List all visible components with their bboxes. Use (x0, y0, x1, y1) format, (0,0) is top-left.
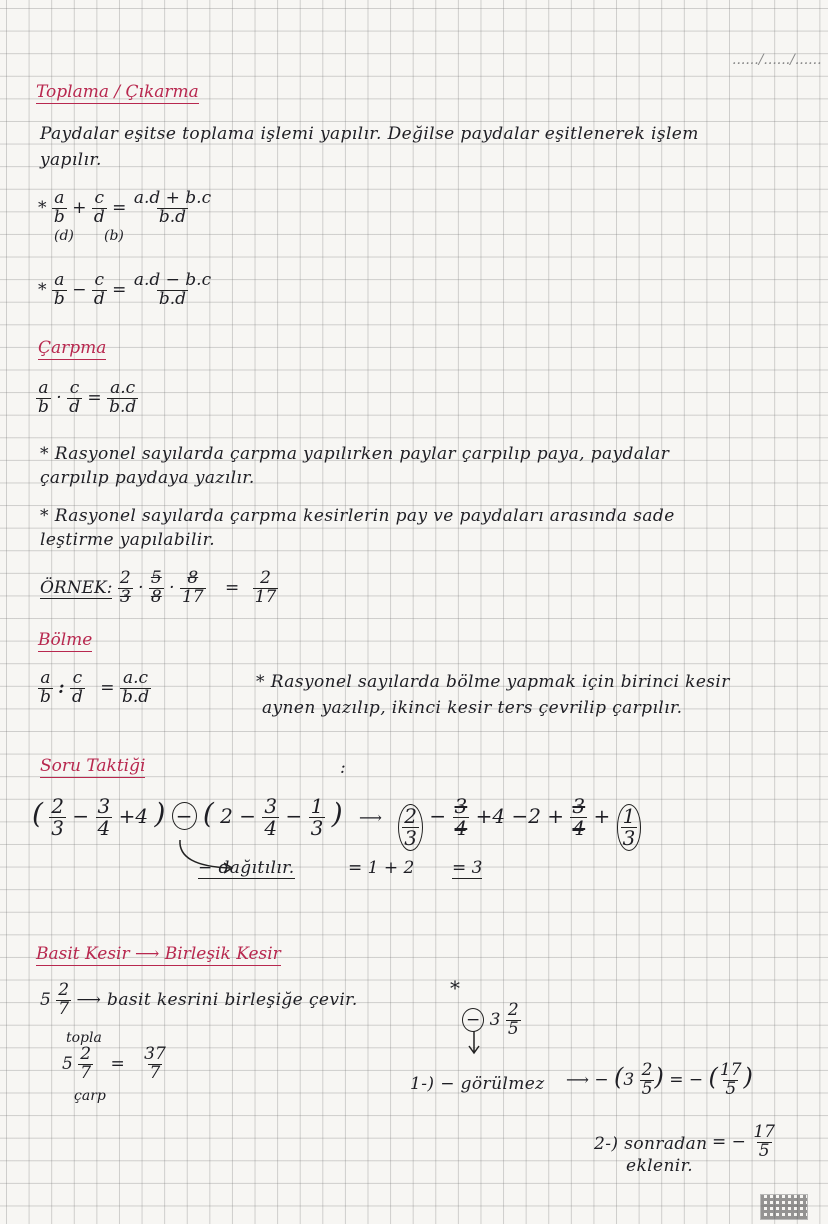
trick-colon: : (340, 758, 347, 778)
subtraction-formula (38, 272, 213, 309)
numerator: c (72, 668, 83, 688)
step2-line2: eklenir. (626, 1156, 694, 1176)
fraction-result (132, 272, 213, 309)
fraction-a-b (52, 272, 67, 309)
paren: ) (331, 797, 343, 830)
equals: = − (669, 1069, 704, 1090)
denominator: 3 (51, 816, 65, 840)
numerator: 2 (51, 794, 65, 818)
numerator: 3 (264, 794, 278, 818)
topla-label: topla (66, 1030, 102, 1046)
denominator: d (69, 396, 80, 417)
numerator: a (38, 378, 49, 398)
heading-trick: Soru Taktiği (40, 756, 146, 776)
numerator: 17 (753, 1122, 775, 1142)
heading-mixed: Basit Kesir ⟶ Birleşik Kesir (36, 944, 281, 964)
mixed-calc (62, 1046, 168, 1083)
fraction-result (120, 670, 151, 707)
whole-part: 3 (623, 1069, 635, 1090)
addition-intro-line2: yapılır. (40, 150, 102, 170)
denominator: d (93, 288, 105, 309)
denominator: b (53, 206, 65, 227)
heading-addition: Toplama / Çıkarma (36, 82, 199, 102)
denominator: 5 (758, 1140, 770, 1161)
denominator: 4 (454, 816, 468, 840)
numerator: a.d − b.c (133, 270, 212, 290)
step1-label: 1-) − görülmez (410, 1074, 545, 1094)
denominator: b.d (109, 396, 137, 417)
trick-sum: = 1 + 2 (348, 858, 415, 878)
step2-line1: 2-) sonradan (594, 1134, 708, 1154)
arrow-icon: ⟶ (566, 1069, 589, 1089)
denominator: 5 (507, 1018, 519, 1039)
numerator: 5 (150, 568, 162, 588)
trick-result-value: = 3 (452, 858, 483, 878)
heading-multiplication: Çarpma (38, 338, 107, 358)
numerator: 17 (719, 1060, 742, 1080)
operator: + (547, 804, 565, 828)
equals: = (87, 387, 102, 408)
step1-expression: ⟶ − (3 $\frac{2}{5}$ ) = − ( $\frac{17}{5}$ ) (566, 1060, 753, 1099)
mixed-intro (40, 982, 358, 1019)
operator: · (169, 577, 175, 598)
denominator: b (38, 396, 49, 417)
numerator: a.c (122, 668, 149, 688)
multiplication-example (40, 570, 278, 607)
denominator: d (71, 686, 83, 707)
bullet: * (38, 279, 47, 300)
denominator: 4 (572, 816, 586, 840)
fraction (621, 806, 638, 849)
denominator: 3 (404, 826, 418, 850)
fraction (309, 796, 326, 839)
example-result (253, 570, 279, 607)
division-note-line1: * Rasyonel sayılarda bölme yapmak için birinci kesir (256, 672, 730, 692)
denominator: 3 (310, 816, 324, 840)
multiplication-note2-line1: * Rasyonel sayılarda çarpma kesirlerin pay ve paydaları arasında sade (40, 506, 675, 526)
trick-result (452, 858, 482, 878)
carp-label: çarp (74, 1088, 106, 1104)
fraction-c-d (70, 670, 85, 707)
example-fraction-2 (149, 570, 164, 607)
numerator: a (54, 188, 65, 208)
equals: = (225, 577, 240, 598)
denominator: b (40, 686, 51, 707)
star-marker: * (450, 976, 460, 1000)
denominator: 7 (80, 1062, 92, 1083)
step2-result (712, 1124, 777, 1161)
mixed-intro-text: ⟶ basit kesrini birleşiğe çevir. (76, 989, 358, 1010)
result-fraction (718, 1062, 744, 1099)
denominator: b.d (158, 288, 187, 309)
denominator: 7 (58, 998, 70, 1019)
numerator: 37 (144, 1044, 166, 1064)
fraction (640, 1062, 655, 1099)
fraction-result (107, 380, 138, 417)
operator: − (239, 804, 257, 828)
fraction-a-b (38, 670, 53, 707)
distribute-note (198, 858, 295, 878)
trick-expression (32, 796, 641, 851)
numerator: c (69, 378, 80, 398)
qr-watermark-icon (760, 1194, 808, 1220)
result-fraction (142, 1046, 168, 1083)
denominator: 4 (264, 816, 278, 840)
fraction (56, 982, 71, 1019)
equals: = (110, 1053, 125, 1074)
fraction (262, 796, 279, 839)
term: +4 (118, 804, 149, 828)
numerator: 2 (80, 1044, 92, 1064)
denominator: 5 (641, 1078, 653, 1099)
multiplication-note2-line2: leştirme yapılabilir. (40, 530, 216, 550)
operator: + (72, 197, 87, 218)
numerator: 1 (622, 804, 636, 828)
denominator: 8 (150, 586, 162, 607)
numerator: 3 (572, 794, 586, 818)
addition-formula (38, 190, 213, 227)
numerator: 2 (260, 568, 271, 588)
whole-part: 5 (40, 989, 51, 1010)
numerator: a (54, 270, 65, 290)
expand-factor-b: (d) (54, 228, 74, 244)
fraction-a-b (52, 190, 67, 227)
bullet: * (38, 197, 47, 218)
numerator: 3 (454, 794, 468, 818)
numerator: a.c (110, 378, 136, 398)
whole-part: 3 (489, 1009, 501, 1030)
distribute-note-text: − dağıtılır. (198, 858, 295, 878)
operator: · (56, 387, 62, 408)
operator: − (594, 1069, 609, 1090)
expand-factor-d: (b) (104, 228, 124, 244)
term: +4 (475, 804, 506, 828)
circled-minus: − (462, 1008, 484, 1032)
denominator: 17 (181, 586, 204, 607)
numerator: c (94, 188, 105, 208)
operator: − (429, 804, 447, 828)
numerator: 2 (404, 804, 418, 828)
operator: − (285, 804, 303, 828)
result-fraction (751, 1124, 777, 1161)
numerator: 2 (641, 1060, 653, 1080)
fraction (78, 1046, 93, 1083)
denominator: 3 (119, 586, 131, 607)
numerator: 8 (187, 568, 199, 588)
paren: ) (154, 797, 166, 830)
denominator: 3 (622, 826, 636, 850)
denominator: 17 (254, 586, 277, 607)
equals: = − (712, 1131, 746, 1152)
denominator: b (53, 288, 65, 309)
denominator: 5 (725, 1078, 737, 1099)
paren: ( (202, 797, 214, 830)
fraction (49, 796, 66, 839)
fraction-c-d (67, 380, 82, 417)
example-fraction-1 (118, 570, 133, 607)
multiplication-formula (36, 380, 138, 417)
equals: = (112, 279, 127, 300)
multiplication-note1-line1: * Rasyonel sayılarda çarpma yapılırken paylar çarpılıp paya, paydalar (40, 444, 670, 464)
numerator: 2 (507, 1000, 519, 1020)
heading-division: Bölme (38, 630, 93, 650)
down-arrow-icon (466, 1030, 482, 1056)
division-note-line2: aynen yazılıp, ikinci kesir ters çevrilip çarpılır. (262, 698, 683, 718)
term: −2 (511, 804, 541, 828)
numerator: 2 (119, 568, 131, 588)
paren: ( (32, 797, 43, 830)
date-placeholder: ....../....../...... (732, 52, 822, 68)
circled-fraction (398, 804, 423, 851)
circled-fraction (617, 804, 642, 851)
denominator: d (93, 206, 105, 227)
denominator: b.d (121, 686, 150, 707)
denominator: 4 (97, 816, 111, 840)
numerator: c (94, 270, 105, 290)
equals: = (100, 677, 115, 698)
operator: + (593, 804, 611, 828)
denominator: 7 (149, 1062, 161, 1083)
denominator: b.d (158, 206, 187, 227)
numerator: 2 (58, 980, 70, 1000)
operator: · (138, 577, 144, 598)
fraction-a-b (36, 380, 51, 417)
fraction (96, 796, 113, 839)
operator: − (72, 279, 87, 300)
cancelled-fraction (453, 796, 470, 839)
equals: = (112, 197, 127, 218)
multiplication-note1-line2: çarpılıp paydaya yazılır. (40, 468, 255, 488)
operator: : (58, 677, 65, 698)
cancelled-fraction (570, 796, 587, 839)
whole-part: 5 (62, 1053, 73, 1074)
term: 2 (220, 804, 233, 828)
numerator: a.d + b.c (133, 188, 212, 208)
fraction (402, 806, 419, 849)
fraction (506, 1002, 521, 1039)
example-fraction-3 (180, 570, 206, 607)
arrow-icon: ⟶ (359, 808, 382, 827)
fraction-c-d (92, 190, 107, 227)
example-label: ÖRNEK: (40, 577, 113, 598)
addition-intro-line1: Paydalar eşitse toplama işlemi yapılır. Değilse paydalar eşitlenerek işlem (40, 124, 699, 144)
circled-minus: − (172, 802, 197, 830)
fraction-c-d (92, 272, 107, 309)
numerator: 3 (97, 794, 111, 818)
numerator: 1 (310, 794, 324, 818)
fraction-result (132, 190, 213, 227)
division-formula (38, 670, 151, 707)
operator: − (72, 804, 90, 828)
numerator: a (40, 668, 51, 688)
